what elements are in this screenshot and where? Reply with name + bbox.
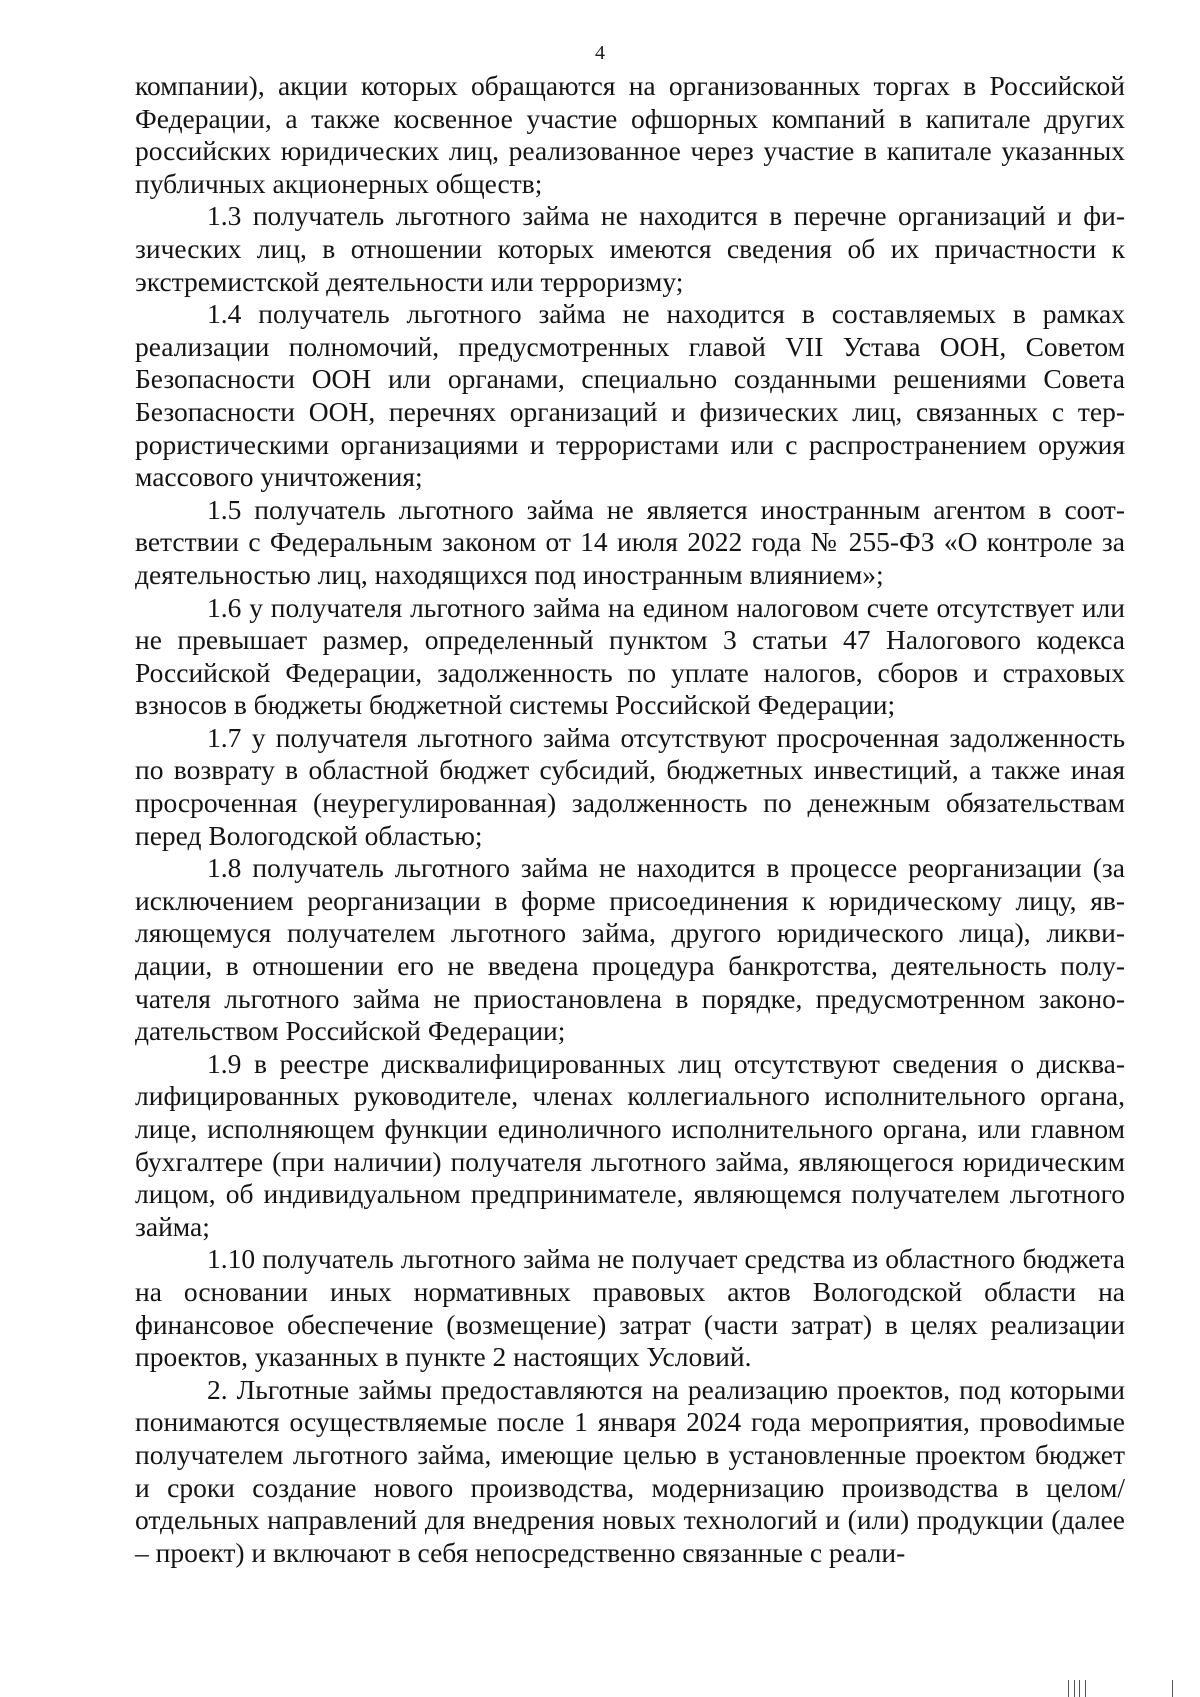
paragraph-1-9: 1.9 в реестре дисквалифицированных лиц отсутствуют сведения о дисквалифицированных руководителе, членах коллегиального исполнительного органа, лице, исполняющем функции единоличного исполнительного органа, или главном бухгалтере (при наличии) получателя льготного займа, являющегося юридическим лицом, об индивидуальном предпринимателе, являющемся получателем льготного займа; bbox=[135, 1047, 1125, 1242]
paragraph-1-5: 1.5 получатель льготного займа не является иностранным агентом в соответствии с Федеральным законом от 14 июля 2022 года № 255-ФЗ «О контроле за деятельностью лиц, находящихся под иностранным влиянием»; bbox=[135, 493, 1125, 590]
page-number: 4 bbox=[595, 42, 605, 64]
paragraph-continuation: компании), акции которых обращаются на организованных торгах в Российской Федерации, а также косвенное участие офшорных компаний в капитале других российских юридических лиц, реализованное через участие в капитале указанных публичных акционерных обществ; bbox=[135, 70, 1125, 199]
paragraph-1-8: 1.8 получатель льготного займа не находится в процессе реорганизации (за исключением реорганизации в форме присоединения к юридическому лицу, являющемуся получателем льготного займа, другого юридического лица), ликвидации, в отношении его не введена процедура банкротства, деятельность получателя льготного займа не приостановлена в порядке, предусмотренном законодательством Российской Федерации; bbox=[135, 852, 1125, 1047]
paragraph-1-3: 1.3 получатель льготного займа не находится в перечне организаций и физических лиц, в отношении которых имеются сведения об их причастности к экстремистской деятельности или терроризму; bbox=[135, 200, 1125, 297]
scan-edge-mark bbox=[1068, 1680, 1069, 1697]
scan-edge-mark bbox=[1074, 1680, 1075, 1697]
paragraph-1-7: 1.7 у получателя льготного займа отсутствуют просроченная задолженность по возврату в областной бюджет субсидий, бюджетных инвестиций, а также иная просроченная (неурегулированная) задолженность по денежным обязательствам перед Вологодской областью; bbox=[135, 721, 1125, 851]
paragraph-1-6: 1.6 у получателя льготного займа на едином налоговом счете отсутствует или не превышает размер, определенный пунктом 3 статьи 47 Налогового кодекса Российской Федерации, задолженность по уплате налогов, сборов и страховых взносов в бюджеты бюджетной системы Российской Федерации; bbox=[135, 591, 1125, 721]
scan-edge-mark bbox=[1172, 1680, 1173, 1697]
paragraph-2: 2. Льготные займы предоставляются на реализацию проектов, под которыми понимаются осуществляемые после 1 января 2024 года мероприятия, провоdимые получателем льготного займа, имеющие целью в установленные проектом бюджет и сроки создание нового производства, модернизацию производства в целом/отдельных направлений для внедрения новых технологий и (или) продукции (далее – проект) и включают в себя непосредственно связанные с реали- bbox=[135, 1373, 1125, 1568]
document-body bbox=[135, 70, 1125, 1569]
scan-edge-mark bbox=[1079, 1680, 1080, 1697]
paragraph-1-10: 1.10 получатель льготного займа не получает средства из областного бюджета на основании иных нормативных правовых актов Вологодской области на финансовое обеспечение (возмещение) затрат (части затрат) в целях реализации проектов, указанных в пункте 2 настоящих Условий. bbox=[135, 1243, 1125, 1373]
scan-edge-mark bbox=[1085, 1680, 1086, 1697]
paragraph-1-4: 1.4 получатель льготного займа не находится в составляемых в рамках реализации полномочий, предусмотренных главой VII Устава ООН, Советом Безопасности ООН или органами, специально созданными решениями Совета Безопасности ООН, перечнях организаций и физических лиц, связанных с террористическими организациями и террористами или с распространением оружия массового уничтожения; bbox=[135, 298, 1125, 493]
